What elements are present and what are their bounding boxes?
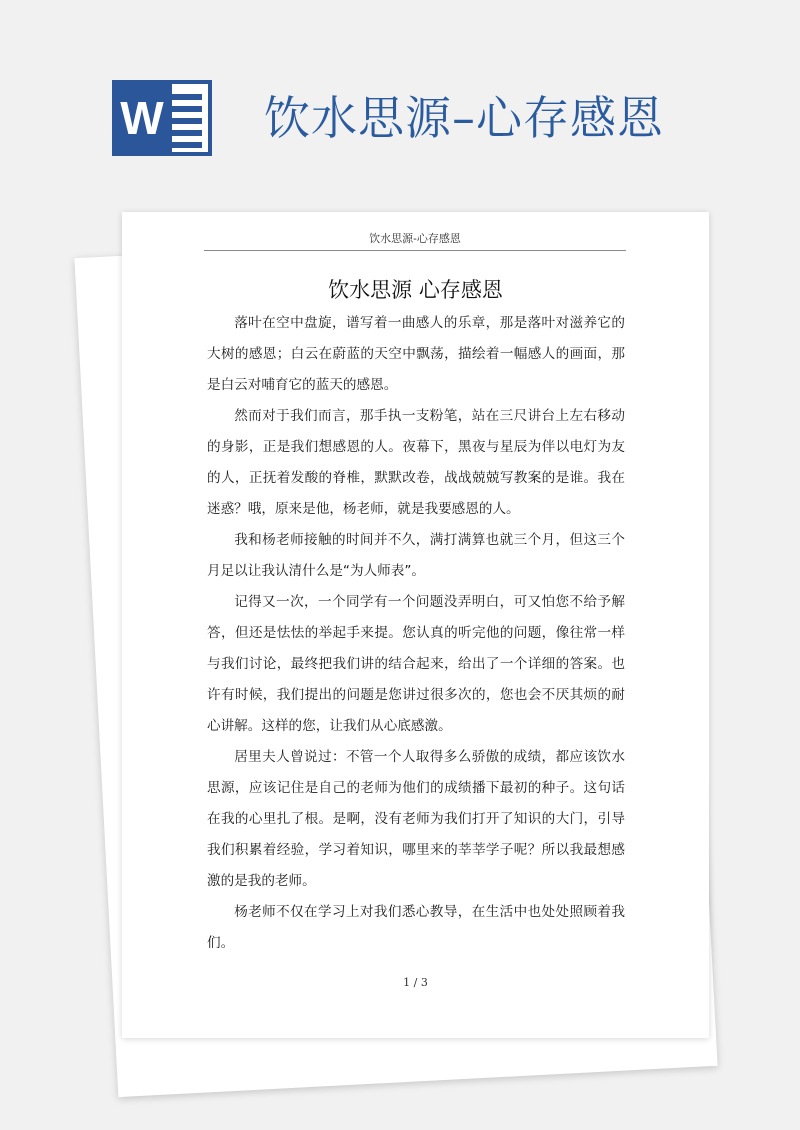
running-header: 饮水思源-心存感恩 bbox=[204, 230, 626, 251]
page-number: 1 / 3 bbox=[403, 976, 428, 989]
document-page bbox=[122, 212, 709, 1038]
banner-title: 饮水思源–心存感恩 bbox=[264, 91, 664, 145]
paragraph-2: 然而对于我们而言，那手执一支粉笔，站在三尺讲台上左右移动的身影，正是我们想感恩的人。夜幕下，黑夜与星辰为伴以电灯为友的人，正抚着发酸的脊椎，默默改卷，战战兢兢写教案的是谁。我在迷惑？哦，原来是他，杨老师，就是我要感恩的人。 bbox=[207, 408, 625, 517]
logo-letter: W bbox=[120, 92, 164, 144]
document-title: 饮水思源 心存感恩 bbox=[328, 278, 503, 302]
paragraph-6: 杨老师不仅在学习上对我们悉心教导，在生活中也处处照顾着我们。 bbox=[207, 904, 625, 951]
banner bbox=[0, 0, 800, 200]
word-document-icon bbox=[112, 80, 212, 156]
paragraph-4: 记得又一次，一个同学有一个问题没弄明白，可又怕您不给予解答，但还是怯怯的举起手来提。您认真的听完他的问题，像往常一样与我们讨论，最终把我们讲的结合起来，给出了一个详细的答案。也许有时候，我们提出的问题是您讲过很多次的，您也会不厌其烦的耐心讲解。这样的您，让我们从心底感激。 bbox=[207, 594, 625, 734]
paragraph-3: 我和杨老师接触的时间并不久，满打满算也就三个月，但这三个月足以让我认清什么是“为人师表”。 bbox=[207, 532, 625, 579]
paragraph-1: 落叶在空中盘旋，谱写着一曲感人的乐章，那是落叶对滋养它的大树的感恩；白云在蔚蓝的天空中飘荡，描绘着一幅感人的画面，那是白云对哺育它的蓝天的感恩。 bbox=[207, 315, 625, 393]
document-body bbox=[207, 308, 625, 959]
paragraph-5: 居里夫人曾说过：不管一个人取得多么骄傲的成绩，都应该饮水思源，应该记住是自己的老师为他们的成绩播下最初的种子。这句话在我的心里扎了根。是啊，没有老师为我们打开了知识的大门，引导我们积累着经验，学习着知识，哪里来的莘莘学子呢？所以我最想感激的是我的老师。 bbox=[207, 749, 625, 889]
